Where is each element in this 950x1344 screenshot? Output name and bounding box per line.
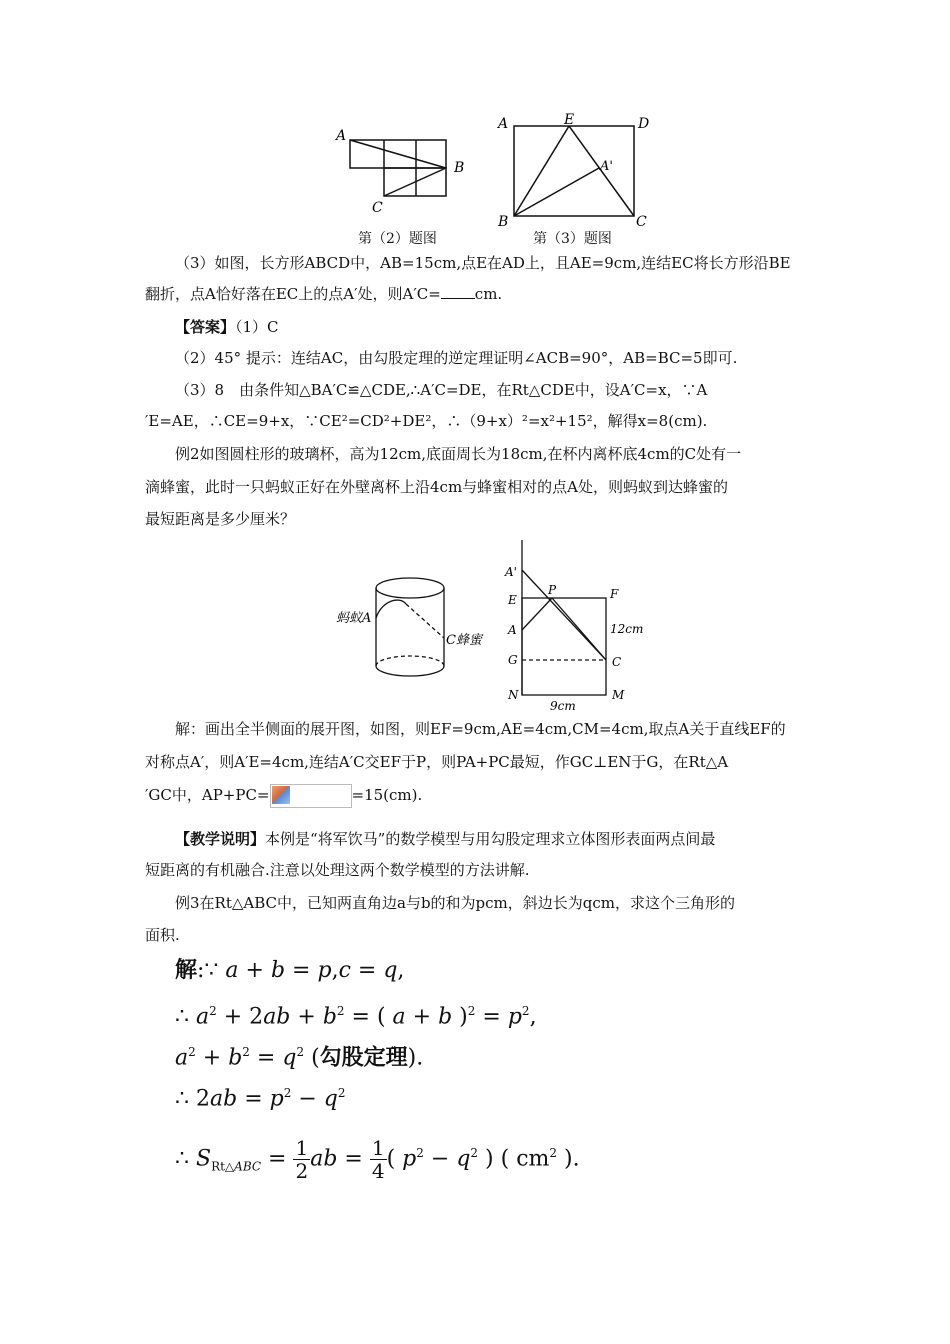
unfold-label-p: P [548,583,557,597]
answer-3-line-1: （3）8 由条件知△BA′C≌△CDE,∴A′C=DE，在Rt△CDE中，设A′C=x，∵A [175,381,708,399]
teach-line-1 [175,829,715,849]
unit: cm [516,1146,550,1172]
unfold-label-g: G [508,653,518,667]
figure-q2 [330,120,480,220]
q3-line-2-post: cm. [474,285,503,303]
unfold-label-f: F [610,587,619,601]
q3-line-2-pre: 翻折，点A恰好落在EC上的点A′处，则A′C= [145,285,441,303]
math-line-2: ∴ $a^2 + 2ab + b^2$ = ( a + b )$^2 = p^2$, [175,1004,537,1030]
frac-quarter: $\frac{1}{4}$ [371,1135,385,1183]
fig3-label-a: A [498,116,509,132]
cylinder-ant-label: 蚂蚁A [336,611,372,626]
teach-line-2: 短距离的有机融合.注意以处理这两个数学模型的方法讲解. [145,861,530,879]
unfold-label-e: E [508,593,517,607]
answer-2: （2）45° 提示：连结AC，由勾股定理的逆定理证明∠ACB=90°，AB=BC=5即可. [175,349,738,367]
fig3-label-aprime: A' [600,159,613,174]
frac-half: $\frac{1}{2}$ [295,1135,309,1183]
cylinder-honey-label: C蜂蜜 [446,633,482,648]
unfold-label-aprime: A' [505,565,517,579]
q3-line-1: （3）如图，长方形ABCD中，AB=15cm,点E在AD上，且AE=9cm,连结EC将长方形沿BE [175,254,791,272]
ex3-line-2: 面积. [145,926,180,944]
answer-line [175,317,279,337]
answer-1: （1）C [235,318,279,336]
math-line-1-body: :∵ a + b = p,c = q, [197,958,405,983]
answer-label: 【答案】 [175,318,236,336]
unfold-label-a: A [508,623,517,637]
sol-word: 解 [175,957,198,983]
math-line-3: $a^2 + b^2 = q^2$ (勾股定理). [175,1044,424,1071]
sol-line-3 [145,784,422,808]
unfold-width: 9cm [550,699,576,713]
unfold-height: 12cm [610,622,644,636]
fig2-label-c: C [372,200,383,216]
figure-unfold [500,540,660,715]
figure-q3 [494,112,664,232]
teach-text-1: 本例是“将军饮马”的数学模型与用勾股定理求立体图形表面两点间最 [265,830,716,848]
sol-line-2: 对称点A′，则A′E=4cm,连结A′C交EF于P，则PA+PC最短，作GC⊥EN于G，在Rt△A [145,753,729,771]
figure-cylinder [330,570,495,685]
unfold-label-n: N [508,688,519,702]
theorem-name: 勾股定理 [319,1044,408,1071]
formula-image [270,784,352,808]
fig2-label-a: A [336,128,347,144]
fig3-caption: 第（3）题图 [533,231,612,247]
answer-blank [441,284,475,299]
unfold-label-c: C [612,655,622,669]
ex2-line-1: 例2如图圆柱形的玻璃杯，高为12cm,底面周长为18cm,在杯内离杯底4cm的C处有一 [175,445,742,463]
sol-line-1: 解：画出全半侧面的展开图，如图，则EF=9cm,AE=4cm,CM=4cm,取点A关于直线EF的 [175,720,786,738]
fig3-label-c: C [636,214,647,230]
ex2-line-3: 最短距离是多少厘米？ [145,510,296,528]
q3-line-2 [145,284,502,304]
fig2-caption: 第（2）题图 [358,231,437,247]
answer-3-line-2: ′E=AE，∴CE=9+x，∵CE²=CD²+DE²，∴（9+x）²=x²+15²，解得x=8(cm). [145,412,708,430]
fig2-label-b: B [454,160,465,176]
ex2-line-2: 滴蜂蜜，此时一只蚂蚁正好在外壁离杯上沿4cm与蜂蜜相对的点A处，则蚂蚁到达蜂蜜的 [145,478,729,496]
teach-label: 【教学说明】 [175,830,266,848]
fig3-label-b: B [498,214,509,230]
math-line-5: ∴ $S_{Rt\triangle ABC}$ = $\frac{1}{2}$ ab = $\frac{1}{4}$ ( $p^2 - q^2$ ) ( $cm^2$ ). [175,1135,580,1183]
unfold-label-m: M [612,688,625,702]
fig3-label-e: E [564,112,575,128]
math-line-1 [175,955,404,986]
math-line-4: ∴ $2ab = p^2 - q^2$ [175,1086,346,1112]
sol-line-3-pre: ′GC中，AP+PC= [145,786,270,804]
ex3-line-1: 例3在Rt△ABC中，已知两直角边a与b的和为pcm，斜边长为qcm，求这个三角形的 [175,894,736,912]
sol-line-3-post: =15(cm). [351,786,423,804]
broken-image-icon [272,786,290,804]
fig3-label-d: D [638,116,650,132]
